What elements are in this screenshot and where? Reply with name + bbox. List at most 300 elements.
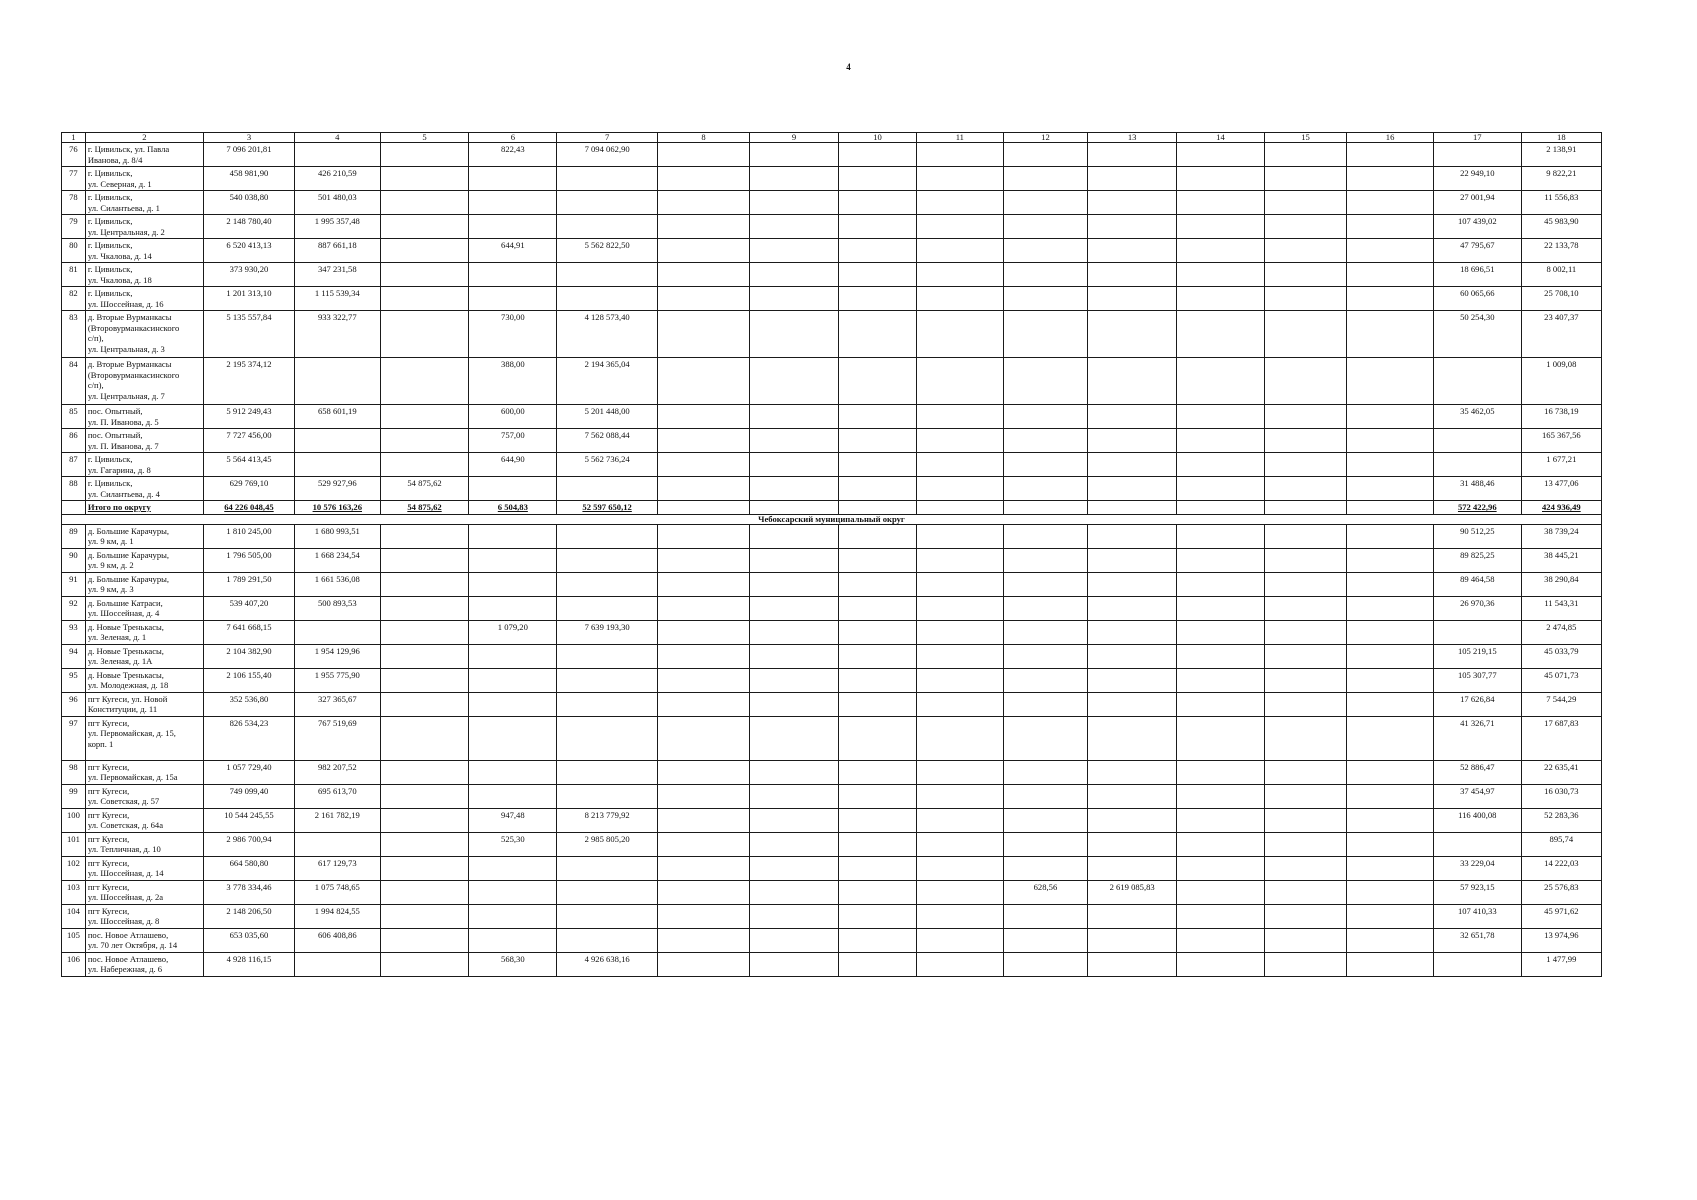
value-col-17: 32 651,78 (1433, 928, 1521, 952)
value-col-9 (750, 620, 839, 644)
value-col-17: 17 626,84 (1433, 692, 1521, 716)
value-col-15 (1264, 263, 1346, 287)
value-col-11 (917, 287, 1004, 311)
table-row (62, 239, 1602, 263)
value-col-11 (917, 477, 1004, 501)
header-row (62, 133, 1602, 143)
value-col-14 (1177, 596, 1265, 620)
value-col-8 (658, 429, 750, 453)
value-col-11 (917, 760, 1004, 784)
table-row (62, 358, 1602, 405)
value-col-3: 664 580,80 (203, 856, 294, 880)
value-col-9 (750, 856, 839, 880)
value-col-4: 1 995 357,48 (294, 215, 380, 239)
value-col-4: 529 927,96 (294, 477, 380, 501)
value-col-14 (1177, 405, 1265, 429)
value-col-15 (1264, 143, 1346, 167)
value-col-12 (1003, 429, 1088, 453)
address-line: с/п), (87, 380, 104, 390)
value-col-13: 2 619 085,83 (1088, 880, 1177, 904)
value-col-11 (917, 167, 1004, 191)
value-col-3: 5 135 557,84 (203, 311, 294, 358)
value-col-3: 4 928 116,15 (203, 952, 294, 976)
value-col-14 (1177, 358, 1265, 405)
value-col-16 (1347, 429, 1434, 453)
value-col-5 (380, 453, 469, 477)
value-col-4: 982 207,52 (294, 760, 380, 784)
total-col-8 (658, 501, 750, 515)
row-number: 91 (62, 572, 86, 596)
value-col-10 (838, 856, 916, 880)
value-col-15 (1264, 548, 1346, 572)
value-col-3: 539 407,20 (203, 596, 294, 620)
value-col-15 (1264, 477, 1346, 501)
value-col-7 (557, 904, 658, 928)
value-col-16 (1347, 692, 1434, 716)
value-col-6 (469, 524, 557, 548)
value-col-6: 947,48 (469, 808, 557, 832)
value-col-18: 14 222,03 (1521, 856, 1601, 880)
value-col-16 (1347, 143, 1434, 167)
table-row (62, 668, 1602, 692)
table-row (62, 191, 1602, 215)
value-col-5 (380, 429, 469, 453)
value-col-14 (1177, 191, 1265, 215)
value-col-11 (917, 928, 1004, 952)
value-col-16 (1347, 928, 1434, 952)
value-col-4 (294, 620, 380, 644)
value-col-14 (1177, 453, 1265, 477)
address-line: ул. Первомайская, д. 15, (87, 728, 176, 738)
address-cell (85, 620, 203, 644)
value-col-14 (1177, 808, 1265, 832)
value-col-12 (1003, 832, 1088, 856)
value-col-4: 1 954 129,96 (294, 644, 380, 668)
value-col-12 (1003, 808, 1088, 832)
address-line: (Второвурманкасинского (87, 322, 180, 333)
value-col-7: 8 213 779,92 (557, 808, 658, 832)
value-col-3: 540 038,80 (203, 191, 294, 215)
table-row (62, 405, 1602, 429)
value-col-18: 895,74 (1521, 832, 1601, 856)
value-col-3: 373 930,20 (203, 263, 294, 287)
value-col-4: 1 115 539,34 (294, 287, 380, 311)
row-number: 78 (62, 191, 86, 215)
value-col-17: 105 307,77 (1433, 668, 1521, 692)
value-col-18: 1 477,99 (1521, 952, 1601, 976)
value-col-8 (658, 784, 750, 808)
value-col-7 (557, 477, 658, 501)
column-number-11: 11 (917, 133, 1004, 143)
value-col-9 (750, 572, 839, 596)
row-number: 93 (62, 620, 86, 644)
row-number: 94 (62, 644, 86, 668)
value-col-18: 25 576,83 (1521, 880, 1601, 904)
value-col-11 (917, 692, 1004, 716)
value-col-12 (1003, 692, 1088, 716)
value-col-8 (658, 167, 750, 191)
value-col-6 (469, 572, 557, 596)
value-col-4: 617 129,73 (294, 856, 380, 880)
value-col-17: 22 949,10 (1433, 167, 1521, 191)
table-row (62, 928, 1602, 952)
value-col-5 (380, 784, 469, 808)
column-number-12: 12 (1003, 133, 1088, 143)
value-col-12 (1003, 904, 1088, 928)
column-number-3: 3 (203, 133, 294, 143)
value-col-11 (917, 784, 1004, 808)
column-number-14: 14 (1177, 133, 1265, 143)
table-row (62, 311, 1602, 358)
value-col-13 (1088, 548, 1177, 572)
address-line: пгт Кугеси, (87, 717, 130, 728)
row-number: 99 (62, 784, 86, 808)
address-line: д. Вторые Вурманкасы (87, 312, 172, 322)
value-col-13 (1088, 716, 1177, 760)
value-col-6 (469, 548, 557, 572)
row-number: 88 (62, 477, 86, 501)
address-cell (85, 143, 203, 167)
value-col-8 (658, 477, 750, 501)
value-col-5 (380, 263, 469, 287)
value-col-17 (1433, 429, 1521, 453)
value-col-9 (750, 548, 839, 572)
value-col-5 (380, 311, 469, 358)
value-col-4: 767 519,69 (294, 716, 380, 760)
value-col-4: 887 661,18 (294, 239, 380, 263)
value-col-10 (838, 880, 916, 904)
address-line: ул. Чкалова, д. 18 (87, 274, 152, 285)
section-row (62, 514, 1602, 524)
address-cell (85, 856, 203, 880)
value-col-9 (750, 429, 839, 453)
value-col-5 (380, 832, 469, 856)
value-col-12 (1003, 716, 1088, 760)
value-col-17: 27 001,94 (1433, 191, 1521, 215)
value-col-16 (1347, 808, 1434, 832)
value-col-4 (294, 952, 380, 976)
value-col-16 (1347, 904, 1434, 928)
value-col-7 (557, 596, 658, 620)
value-col-11 (917, 524, 1004, 548)
value-col-3: 1 789 291,50 (203, 572, 294, 596)
value-col-10 (838, 143, 916, 167)
address-line: д. Новые Тренькасы, (87, 621, 164, 632)
value-col-10 (838, 263, 916, 287)
value-col-6 (469, 760, 557, 784)
address-line: д. Новые Тренькасы, (87, 645, 164, 656)
total-col-13 (1088, 501, 1177, 515)
value-col-5 (380, 880, 469, 904)
value-col-3: 2 195 374,12 (203, 358, 294, 405)
value-col-8 (658, 311, 750, 358)
value-col-17: 57 923,15 (1433, 880, 1521, 904)
address-line: с/п), (87, 333, 104, 343)
value-col-13 (1088, 644, 1177, 668)
value-col-14 (1177, 880, 1265, 904)
column-number-6: 6 (469, 133, 557, 143)
value-col-14 (1177, 760, 1265, 784)
value-col-7 (557, 716, 658, 760)
value-col-5 (380, 692, 469, 716)
row-number: 92 (62, 596, 86, 620)
value-col-10 (838, 808, 916, 832)
total-col-5: 54 875,62 (380, 501, 469, 515)
address-line: ул. Центральная, д. 3 (87, 343, 165, 354)
table-row (62, 596, 1602, 620)
total-col-18: 424 936,49 (1521, 501, 1601, 515)
value-col-14 (1177, 952, 1265, 976)
row-number: 80 (62, 239, 86, 263)
value-col-5 (380, 952, 469, 976)
value-col-16 (1347, 620, 1434, 644)
value-col-4: 606 408,86 (294, 928, 380, 952)
value-col-6 (469, 215, 557, 239)
value-col-9 (750, 453, 839, 477)
value-col-6 (469, 167, 557, 191)
value-col-11 (917, 668, 1004, 692)
address-line: корп. 1 (87, 738, 114, 749)
value-col-5 (380, 808, 469, 832)
value-col-5 (380, 572, 469, 596)
value-col-13 (1088, 311, 1177, 358)
address-cell (85, 716, 203, 760)
value-col-12 (1003, 620, 1088, 644)
value-col-10 (838, 784, 916, 808)
value-col-15 (1264, 668, 1346, 692)
address-cell (85, 405, 203, 429)
value-col-8 (658, 644, 750, 668)
value-col-12 (1003, 405, 1088, 429)
value-col-18: 22 133,78 (1521, 239, 1601, 263)
address-cell (85, 287, 203, 311)
total-col-7: 52 597 650,12 (557, 501, 658, 515)
address-line: г. Цивильск, (87, 264, 133, 274)
value-col-6 (469, 668, 557, 692)
value-col-16 (1347, 167, 1434, 191)
address-line: пгт Кугеси, (87, 881, 130, 892)
value-col-17 (1433, 952, 1521, 976)
value-col-12 (1003, 143, 1088, 167)
value-col-10 (838, 620, 916, 644)
address-line: Конституции, д. 11 (87, 704, 158, 714)
value-col-16 (1347, 668, 1434, 692)
value-col-9 (750, 760, 839, 784)
table-row (62, 808, 1602, 832)
address-cell (85, 477, 203, 501)
value-col-8 (658, 952, 750, 976)
value-col-6 (469, 263, 557, 287)
value-col-4: 1 994 824,55 (294, 904, 380, 928)
value-col-13 (1088, 453, 1177, 477)
value-col-14 (1177, 548, 1265, 572)
address-cell (85, 358, 203, 405)
column-number-15: 15 (1264, 133, 1346, 143)
value-col-14 (1177, 287, 1265, 311)
value-col-3: 1 810 245,00 (203, 524, 294, 548)
value-col-3: 826 534,23 (203, 716, 294, 760)
value-col-17: 37 454,97 (1433, 784, 1521, 808)
value-col-15 (1264, 405, 1346, 429)
value-col-18: 38 290,84 (1521, 572, 1601, 596)
value-col-15 (1264, 856, 1346, 880)
value-col-8 (658, 524, 750, 548)
address-line: ул. П. Иванова, д. 7 (87, 440, 159, 451)
value-col-10 (838, 239, 916, 263)
address-line: д. Большие Карачуры, (87, 549, 170, 560)
value-col-16 (1347, 572, 1434, 596)
value-col-6 (469, 644, 557, 668)
value-col-12 (1003, 760, 1088, 784)
value-col-8 (658, 716, 750, 760)
value-col-4: 1 668 234,54 (294, 548, 380, 572)
value-col-8 (658, 760, 750, 784)
value-col-14 (1177, 784, 1265, 808)
value-col-10 (838, 760, 916, 784)
value-col-15 (1264, 524, 1346, 548)
address-line: пгт Кугеси, (87, 905, 130, 916)
value-col-8 (658, 263, 750, 287)
value-col-4: 1 661 536,08 (294, 572, 380, 596)
value-col-10 (838, 832, 916, 856)
row-number: 84 (62, 358, 86, 405)
value-col-13 (1088, 808, 1177, 832)
value-col-6 (469, 287, 557, 311)
value-col-9 (750, 191, 839, 215)
total-col-14 (1177, 501, 1265, 515)
value-col-13 (1088, 572, 1177, 596)
value-col-9 (750, 904, 839, 928)
value-col-7: 7 562 088,44 (557, 429, 658, 453)
address-cell (85, 928, 203, 952)
address-line: г. Цивильск, (87, 192, 133, 202)
value-col-10 (838, 191, 916, 215)
row-number: 90 (62, 548, 86, 572)
value-col-10 (838, 716, 916, 760)
column-number-13: 13 (1088, 133, 1177, 143)
value-col-6: 730,00 (469, 311, 557, 358)
value-col-7: 7 639 193,30 (557, 620, 658, 644)
value-col-10 (838, 692, 916, 716)
value-col-12 (1003, 311, 1088, 358)
value-col-18: 1 677,21 (1521, 453, 1601, 477)
row-number: 79 (62, 215, 86, 239)
address-line: д. Новые Тренькасы, (87, 669, 164, 680)
row-number: 98 (62, 760, 86, 784)
value-col-13 (1088, 952, 1177, 976)
value-col-11 (917, 263, 1004, 287)
row-number: 87 (62, 453, 86, 477)
value-col-4: 1 680 993,51 (294, 524, 380, 548)
value-col-3: 6 520 413,13 (203, 239, 294, 263)
value-col-10 (838, 952, 916, 976)
value-col-7 (557, 572, 658, 596)
value-col-14 (1177, 668, 1265, 692)
value-col-9 (750, 832, 839, 856)
value-col-7 (557, 692, 658, 716)
value-col-15 (1264, 760, 1346, 784)
value-col-11 (917, 856, 1004, 880)
column-number-2: 2 (85, 133, 203, 143)
value-col-9 (750, 358, 839, 405)
value-col-4 (294, 143, 380, 167)
address-cell (85, 760, 203, 784)
value-col-8 (658, 668, 750, 692)
row-number: 86 (62, 429, 86, 453)
value-col-8 (658, 572, 750, 596)
address-line: пгт Кугеси, (87, 809, 130, 820)
value-col-5 (380, 358, 469, 405)
value-col-6: 757,00 (469, 429, 557, 453)
value-col-18: 45 983,90 (1521, 215, 1601, 239)
address-line: ул. Тепличная, д. 10 (87, 844, 161, 854)
value-col-17: 89 464,58 (1433, 572, 1521, 596)
address-cell (85, 429, 203, 453)
value-col-13 (1088, 358, 1177, 405)
value-col-3: 629 769,10 (203, 477, 294, 501)
value-col-8 (658, 548, 750, 572)
address-line: ул. Набережная, д. 6 (87, 964, 163, 974)
value-col-7 (557, 215, 658, 239)
table-body (62, 133, 1602, 977)
address-line: пгт Кугеси, ул. Новой (87, 693, 168, 704)
value-col-12 (1003, 856, 1088, 880)
value-col-14 (1177, 429, 1265, 453)
value-col-12 (1003, 191, 1088, 215)
value-col-7 (557, 287, 658, 311)
value-col-13 (1088, 477, 1177, 501)
row-number: 95 (62, 668, 86, 692)
address-cell (85, 572, 203, 596)
row-number: 102 (62, 856, 86, 880)
value-col-5 (380, 405, 469, 429)
value-col-17: 33 229,04 (1433, 856, 1521, 880)
value-col-3: 458 981,90 (203, 167, 294, 191)
value-col-5 (380, 167, 469, 191)
address-cell (85, 263, 203, 287)
value-col-4 (294, 358, 380, 405)
value-col-16 (1347, 760, 1434, 784)
value-col-3: 352 536,80 (203, 692, 294, 716)
value-col-9 (750, 215, 839, 239)
value-col-4: 500 893,53 (294, 596, 380, 620)
value-col-18: 9 822,21 (1521, 167, 1601, 191)
value-col-6 (469, 928, 557, 952)
value-col-12 (1003, 239, 1088, 263)
value-col-9 (750, 928, 839, 952)
value-col-15 (1264, 167, 1346, 191)
value-col-8 (658, 808, 750, 832)
value-col-5 (380, 904, 469, 928)
row-number: 83 (62, 311, 86, 358)
value-col-8 (658, 620, 750, 644)
value-col-17: 35 462,05 (1433, 405, 1521, 429)
value-col-12 (1003, 263, 1088, 287)
address-line: пгт Кугеси, (87, 857, 130, 868)
value-col-14 (1177, 832, 1265, 856)
value-col-16 (1347, 832, 1434, 856)
value-col-18: 52 283,36 (1521, 808, 1601, 832)
value-col-10 (838, 358, 916, 405)
address-line: пгт Кугеси, (87, 785, 130, 796)
address-line: ул. 9 км, д. 1 (87, 536, 134, 546)
value-col-18: 25 708,10 (1521, 287, 1601, 311)
value-col-14 (1177, 856, 1265, 880)
value-col-3: 2 986 700,94 (203, 832, 294, 856)
value-col-6 (469, 692, 557, 716)
column-number-5: 5 (380, 133, 469, 143)
value-col-15 (1264, 928, 1346, 952)
